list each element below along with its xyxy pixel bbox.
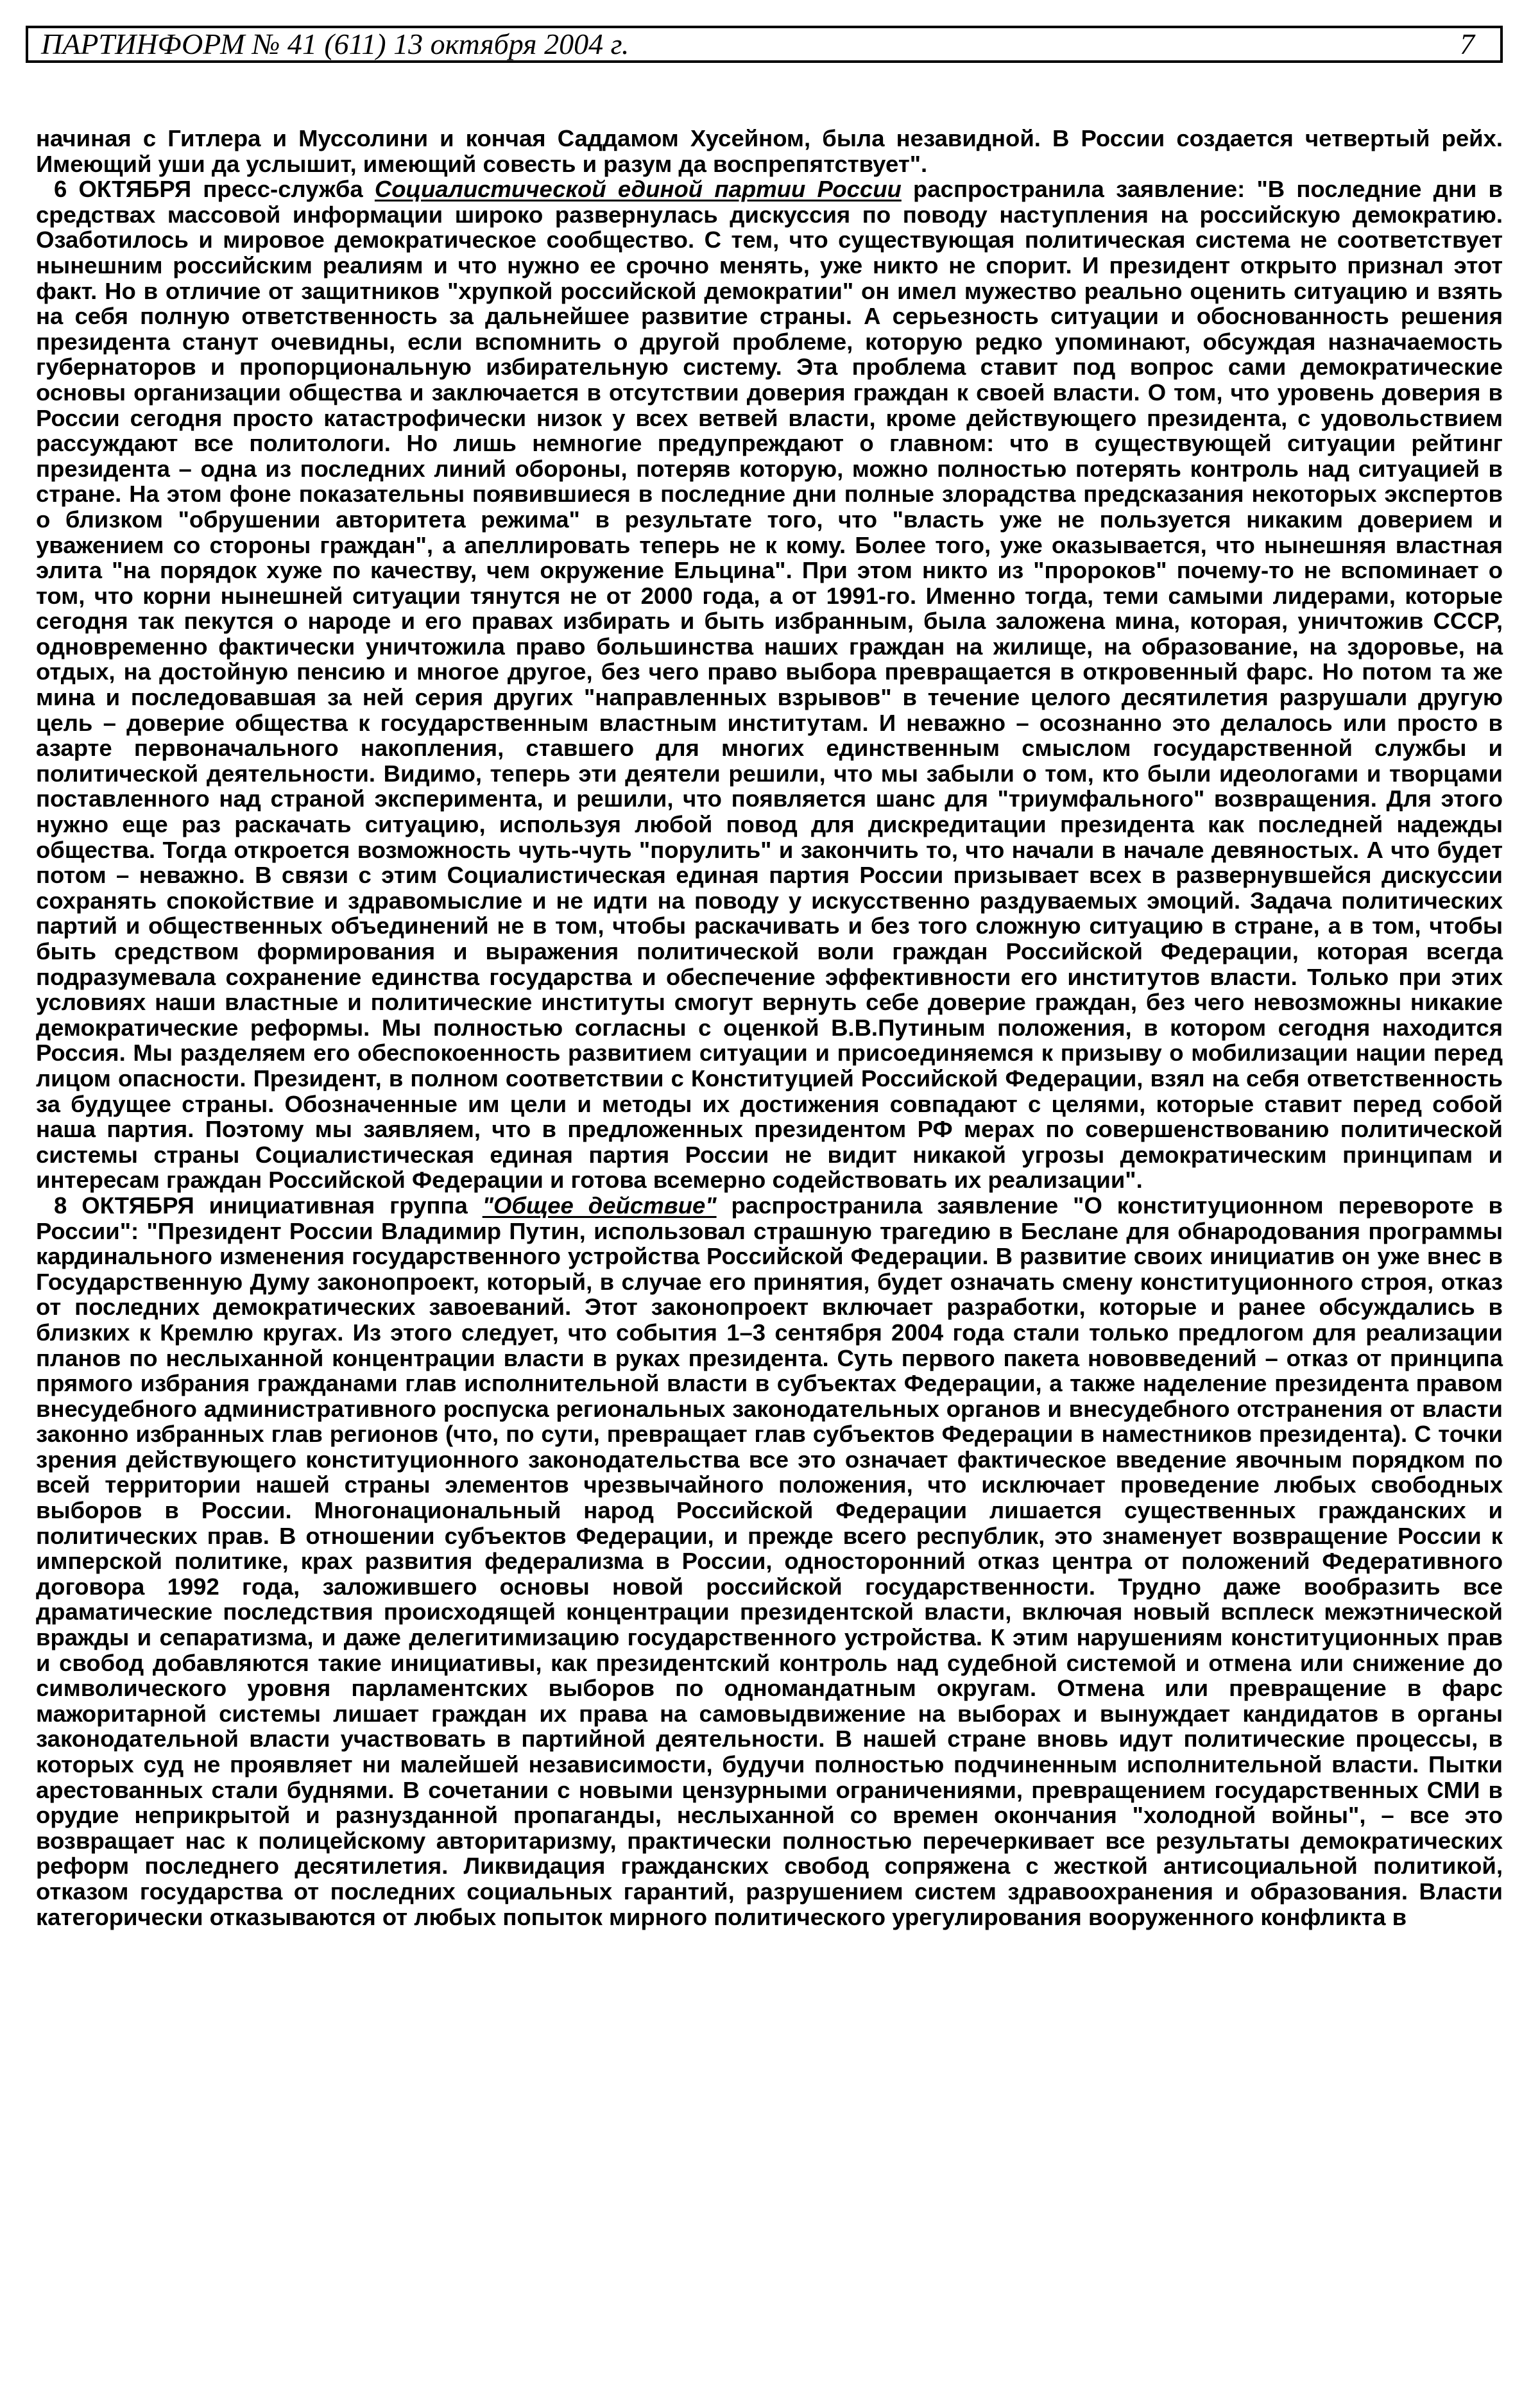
paragraph-continuation: начиная с Гитлера и Муссолини и кончая Саддамом Хусейном, была незавидной. В России создается четвертый рейх. Имеющий уши да услышит, имеющий совесть и разум да воспрепятствует". [36, 125, 1503, 177]
statement-text: распространила заявление: "В последние дни в средствах массовой информации широко развернулась дискуссия по поводу наступления на российскую демократию. Озаботилось и мировое демократическое сообщество. С тем, что существующая политическая система не соответствует нынешним российским реалиям и что нужно ее срочно менять, уже никто не спорит. И президент открыто признал этот факт. Но в отличие от защитников "хрупкой российской демократии" он имел мужество реально оценить ситуацию и взять на себя полную ответственность за дальнейшее развитие страны. А серьезность ситуации и обоснованность решения президента станут очевидны, если вспомнить о другой проблеме, которую редко упоминают, обсуждая назначаемость губернаторов и пропорциональную избирательную систему. Эта проблема ставит под вопрос сами демократические основы организации общества и заключается в отсутствии доверия граждан к своей власти. О том, что уровень доверия в России сегодня просто катастрофически низок у всех ветвей власти, кроме действующего президента, с удовольствием рассуждают все политологи. Но лишь немногие предупреждают о главном: что в существующей ситуации рейтинг президента – одна из последних линий обороны, потеряв которую, можно полностью потерять контроль над ситуацией в стране. На этом фоне показательны появившиеся в последние дни полные злорадства предсказания некоторых экспертов о близком "обрушении авторитета режима" в результате того, что "власть уже не пользуется никаким доверием и уважением со стороны граждан", а апеллировать теперь не к кому. Более того, уже оказывается, что нынешняя властная элита "на порядок хуже по качеству, чем окружение Ельцина". При этом никто из "пророков" почему-то не вспоминает о том, что корни нынешней ситуации тянутся не от 2000 года, а от 1991-го. Именно тогда, теми самыми лидерами, которые сегодня так пекутся о народе и его правах избирать и быть избранным, была заложена мина, которая, уничтожив СССР, одновременно фактически уничтожила право большинства наших граждан на жилище, на образование, на здоровье, на отдых, на достойную пенсию и многое другое, без чего право выбора превращается в откровенный фарс. Но потом та же мина и последовавшая за ней серия других "направленных взрывов" в течение целого десятилетия разрушали другую цель – доверие общества к государственным властным институтам. И неважно – осознанно это делалось или просто в азарте первоначального накопления, ставшего для многих единственным смыслом государственной службы и политической деятельности. Видимо, теперь эти деятели решили, что мы забыли о том, кто были идеологами и творцами поставленного над страной эксперимента, и решили, что появляется шанс для "триумфального" возвращения. Для этого нужно еще раз раскачать ситуацию, используя любой повод для дискредитации президента как последней надежды общества. Тогда откроется возможность чуть-чуть "порулить" и закончить то, что начали в начале девяностых. А что будет потом – неважно. В связи с этим Социалистическая единая партия России призывает всех в развернувшейся дискуссии сохранять спокойствие и здравомыслие и не идти на поводу у искусственно раздуваемых эмоций. Задача политических партий и общественных объединений не в том, чтобы раскачивать и без того сложную ситуацию в стране, а в том, чтобы быть средством формирования и выражения политической воли граждан Российской Федерации, которая всегда подразумевала сохранение единства государства и обеспечение эффективности его институтов власти. Только при этих условиях наши властные и политические институты смогут вернуть себе доверие граждан, без чего невозможны никакие демократические реформы. Мы полностью согласны с оценкой В.В.Путиным положения, в котором сегодня находится Россия. Мы разделяем его обеспокоенность развитием ситуации и присоединяемся к призыву о мобилизации нации перед лицом опасности. Президент, в полном соответствии с Конституцией Российской Федерации, взял на себя ответственность за будущее страны. Обозначенные им цели и методы их достижения совпадают с целями, которые ставит перед собой наша партия. Поэтому мы заявляем, что в предложенных президентом РФ мерах по совершенствованию политической системы страны Социалистическая единая партия России не видит никакой угрозы демократическим принципам и интересам граждан Российской Федерации и готова всемерно содействовать их реализации". [36, 176, 1503, 1194]
statement-text: распространила заявление "О конституционном перевороте в России": "Президент России Владимир Путин, использовал страшную трагедию в Беслане для обнародования программы кардинального изменения государственного устройства Российской Федерации. В развитие своих инициатив он уже внес в Государственную Думу законопроект, который, в случае его принятия, будет означать смену конституционного строя, отказ от последних демократических завоеваний. Этот законопроект включает разработки, которые и ранее обсуждались в близких к Кремлю кругах. Из этого следует, что события 1–3 сентября 2004 года стали только предлогом для реализации планов по неслыханной концентрации власти в руках президента. Суть первого пакета нововведений – отказ от принципа прямого избрания гражданами глав исполнительной власти в субъектах Федерации, а также наделение президента правом внесудебного административного роспуска региональных законодательных органов и внесудебного отстранения от власти законно избранных глав регионов (что, по сути, превращает глав субъектов Федерации в наместников президента). С точки зрения действующего конституционного законодательства все это означает фактическое введение явочным порядком по всей территории нашей страны элементов чрезвычайного положения, что исключает проведение любых свободных выборов в России. Многонациональный народ Российской Федерации лишается существенных гражданских и политических прав. В отношении субъектов Федерации, и прежде всего республик, это знаменует возвращение России к имперской политике, крах развития федерализма в России, односторонний отказ центра от положений Федеративного договора 1992 года, заложившего основы новой российской государственности. Трудно даже вообразить все драматические последствия происходящей концентрации президентской власти, включая новый всплеск межэтнической вражды и сепаратизма, и даже делегитимизацию государственного устройства. К этим нарушениям конституционных прав и свобод добавляются такие инициативы, как президентский контроль над судебной системой и отмена или снижение до символического уровня парламентских выборов по одномандатным округам. Отмена или превращение в фарс мажоритарной системы лишает граждан их права на самовыдвижение на выборах и вынуждает кандидатов в органы законодательной власти участвовать в партийной деятельности. В нашей стране вновь идут политические процессы, в которых суд не проявляет ни малейшей независимости, будучи полностью подчиненным исполнительной власти. Пытки арестованных стали буднями. В сочетании с новыми цензурными ограничениями, превращением государственных СМИ в орудие неприкрытой и разнузданной пропаганды, неслыханной со времен окончания "холодной войны", – все это возвращает нас к полицейскому авторитаризму, практически полностью перечеркивает все результаты демократических реформ последнего десятилетия. Ликвидация гражданских свобод сопряжена с жесткой антисоциальной политикой, отказом государства от последних социальных гарантий, разрушением систем здравоохранения и образования. Власти категорически отказываются от любых попыток мирного политического урегулирования вооруженного конфликта в [36, 1192, 1503, 1930]
org-name-sepr: Социалистической единой партии России [374, 176, 902, 203]
paragraph-obshchee-deystvie-statement [36, 1193, 1503, 1930]
article-body [36, 126, 1503, 1930]
page-header [26, 26, 1503, 63]
org-name-obshchee-deystvie: "Общее действие" [482, 1192, 717, 1219]
publication-title: ПАРТИНФОРМ № 41 (611) 13 октября 2004 г. [41, 28, 629, 60]
page-number: 7 [1460, 28, 1475, 60]
statement-intro: 6 ОКТЯБРЯ пресс-служба [54, 176, 375, 203]
paragraph-sepr-statement [36, 176, 1503, 1193]
statement-intro: 8 ОКТЯБРЯ инициативная группа [54, 1192, 483, 1219]
